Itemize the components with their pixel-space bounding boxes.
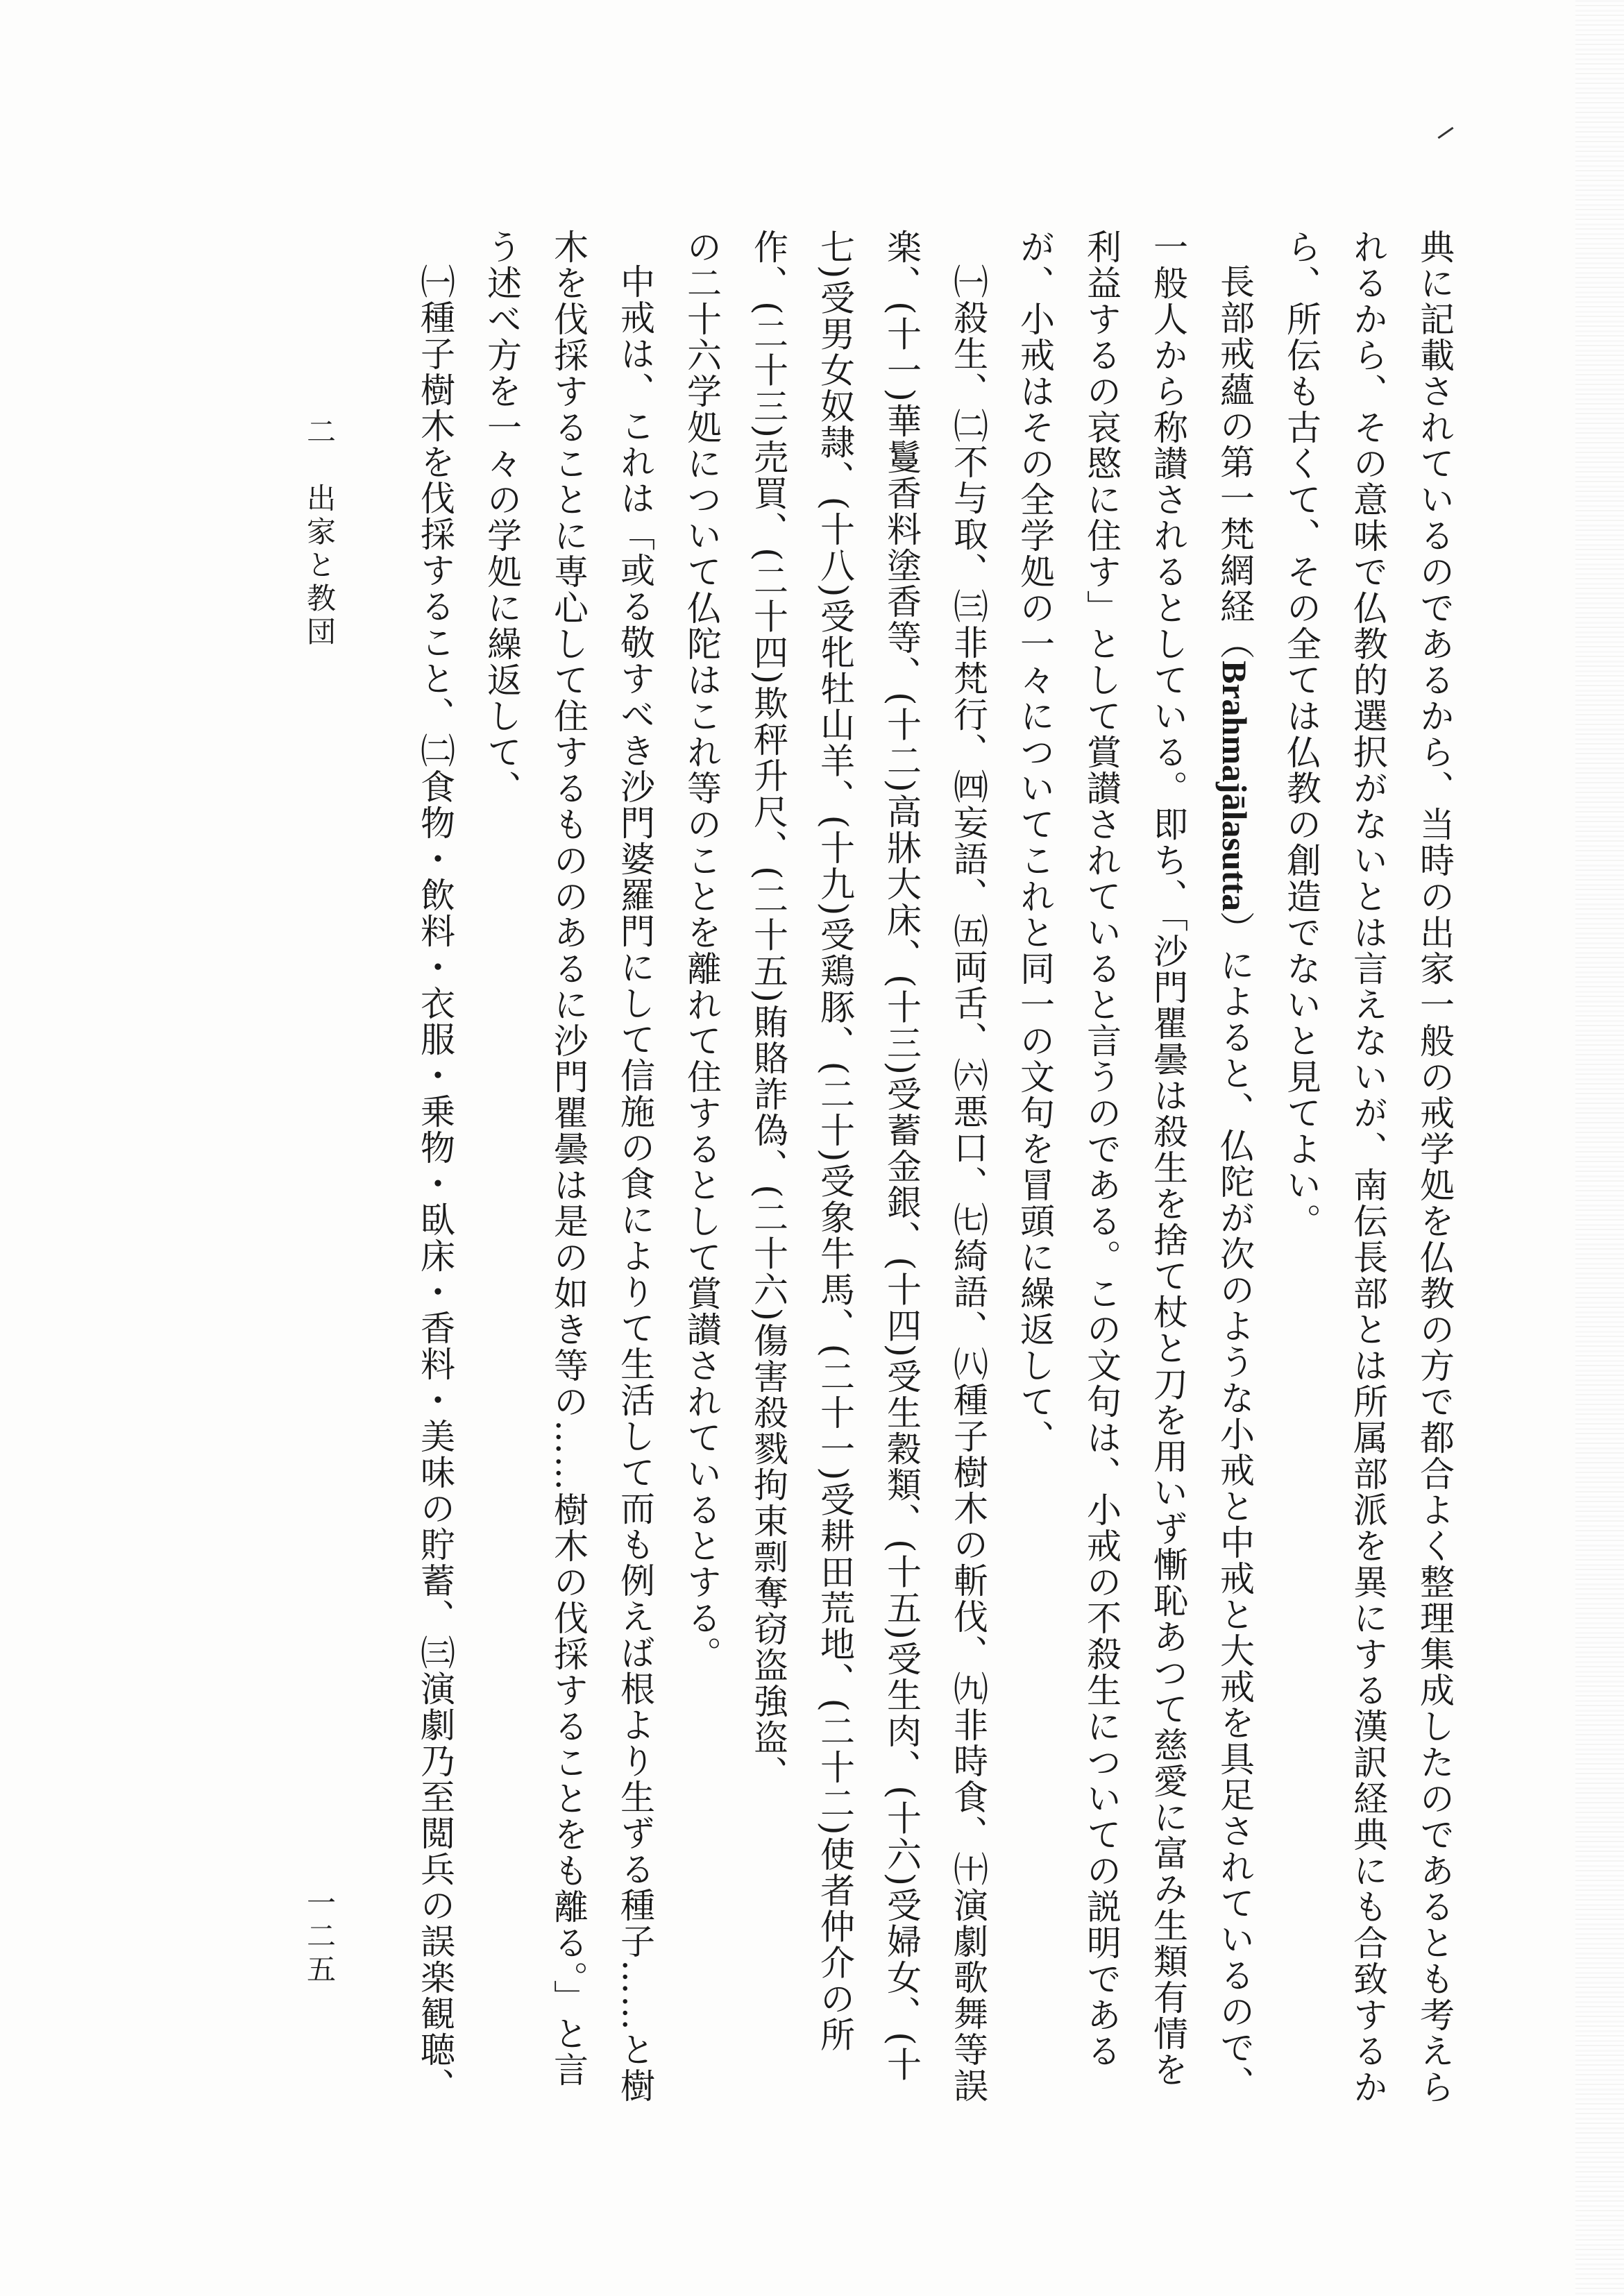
- latin-term: Brahmajālasutta: [1215, 661, 1254, 912]
- paragraph-text: ㈠殺生、㈡不与取、㈢非梵行、㈣妄語、㈤両舌、㈥悪口、㈦綺語、㈧種子樹木の斬伐、㈨非時食、㈩演劇歌舞等誤楽、(十一)華鬘香料塗香等、(十二)高牀大床、(十三)受蓄金銀、(十四)受生穀類、(十五)受生肉、(十六)受婦女、(十七)受男女奴隷、(十八)受牝牡山羊、(十九)受鶏豚、(二十)受象牛馬、(二十一)受耕田荒地、(二十二)使者仲介の所作、(二十三)売買、(二十四)欺秤升尺、(二十五)賄賂詐偽、(二十六)傷害殺戮拘束剽奪窃盗強盗、: [748, 229, 988, 2104]
- paragraph-text: の二十六学処について仏陀はこれ等のことを離れて住するとして賞讃されているとする。: [682, 229, 722, 1672]
- body-paragraph: [468, 229, 668, 2116]
- scan-edge-shadow: [1575, 0, 1624, 2296]
- stray-ink-mark: [1437, 127, 1453, 139]
- body-paragraph: [735, 229, 1001, 2116]
- paragraph-text: 長部戒蘊の第一梵網経（: [1215, 264, 1255, 661]
- body-paragraph: [1001, 229, 1268, 2116]
- page-number: 一二五: [303, 1887, 337, 1987]
- body-paragraph: [1268, 229, 1468, 2116]
- body-paragraph: [402, 229, 468, 2116]
- paragraph-text: ）によると、仏陀が次のような小戒と中戒と大戒を具足されているので、一般人から称讃されるとしている。即ち、「沙門瞿曇は殺生を捨て杖と刀を用いず慚恥あつて慈愛に富み生類有情を利益するの哀愍に住す」として賞讃されていると言うのである。この文句は、小戒の不殺生についての説明であるが、小戒はその全学処の一々についてこれと同一の文句を冒頭に繰返して、: [1015, 229, 1255, 2102]
- paragraph-text: ㈠種子樹木を伐採すること、㈡食物・飲料・衣服・乗物・臥床・香料・美味の貯蓄、㈢演劇乃至閲兵の誤楽観聴、: [415, 264, 455, 2104]
- running-head: 二 出家と教団: [303, 416, 337, 649]
- paragraph-text: 中戒は、これは「或る敬すべき沙門婆羅門にして信施の食によりて生活して而も例えば根より生ずる種子……と樹木を伐採することに専心して住するもののあるに沙門瞿曇は是の如き等の……樹木の伐採することをも離る。」と言う述べ方を一々の学処に繰返して、: [482, 229, 655, 2104]
- main-text-column-block: [402, 229, 1468, 2116]
- body-paragraph: [668, 229, 735, 2116]
- paragraph-text: 典に記載されているのであるから、当時の出家一般の戒学処を仏教の方で都合よく整理集成したのであるとも考えられるから、その意味で仏教的選択がないとは言えないが、南伝長部とは所属部派を異にする漢訳経典にも合致するから、所伝も古くて、その全ては仏教の創造でないと見てよい。: [1281, 229, 1455, 2105]
